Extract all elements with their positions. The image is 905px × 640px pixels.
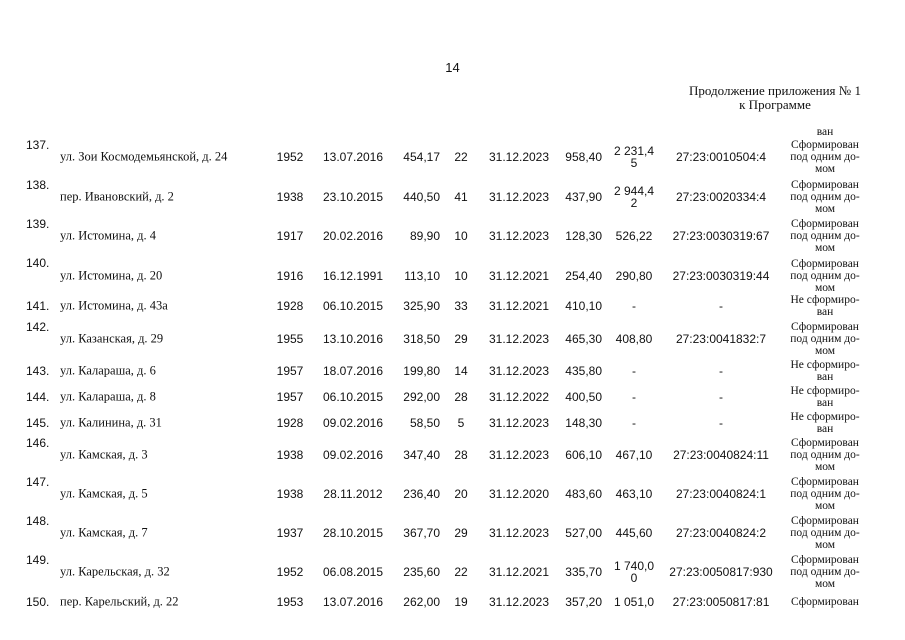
living-area: 367,70 [403, 526, 440, 540]
land-area-line: 467,10 [615, 448, 653, 462]
land-status-line: Сформирован [791, 179, 859, 191]
land-status-line: под одним до- [790, 566, 860, 578]
resettlement-date: 31.12.2023 [488, 229, 550, 243]
appendix-title-line: Продолжение приложения № 1 [689, 83, 861, 98]
build-year: 1952 [276, 565, 304, 579]
land-area [606, 449, 662, 461]
land-area-line: - [632, 416, 636, 430]
land-status [780, 218, 870, 254]
address: ул. Карельская, д. 32 [60, 564, 170, 579]
land-status-line: мом [814, 242, 836, 254]
table-row [0, 475, 905, 513]
land-area [606, 333, 662, 345]
resettlement-date: 31.12.2021 [488, 565, 550, 579]
living-area: 113,10 [404, 269, 440, 283]
land-status-line: Сформирован [791, 258, 859, 270]
resettlement-date: 31.12.2023 [488, 190, 550, 204]
recognition-date: 16.12.1991 [322, 269, 384, 283]
living-area: 235,60 [403, 565, 440, 579]
land-area-line: 2 231,4 [613, 144, 655, 158]
land-area [606, 391, 662, 403]
build-year: 1938 [276, 190, 304, 204]
land-area [606, 185, 662, 209]
resettlement-date: 31.12.2023 [488, 150, 550, 164]
address: пер. Ивановский, д. 2 [60, 189, 174, 204]
address: ул. Калинина, д. 31 [60, 415, 162, 430]
land-status-line: мом [814, 461, 836, 473]
land-status-line: под одним до- [790, 191, 860, 203]
land-status-line: Не сформиро- [790, 411, 860, 423]
living-area: 262,00 [403, 595, 440, 609]
total-area: 128,30 [565, 229, 602, 243]
land-status-line: ван [816, 371, 834, 383]
total-area: 606,10 [565, 448, 602, 462]
land-status [780, 359, 870, 383]
land-status [780, 321, 870, 357]
table-row [0, 386, 905, 408]
resettlement-date: 31.12.2020 [488, 487, 550, 501]
land-area [606, 560, 662, 584]
build-year: 1957 [276, 390, 304, 404]
row-number: 150. [26, 595, 50, 609]
land-area-line: 2 944,4 [613, 184, 655, 198]
table-row [0, 217, 905, 255]
row-number: 140. [26, 256, 50, 270]
land-status [780, 258, 870, 294]
land-area-line: 1 740,0 [613, 559, 655, 573]
total-area: 465,30 [565, 332, 602, 346]
land-area-line: 526,22 [615, 229, 653, 243]
resettlement-date: 31.12.2023 [488, 595, 550, 609]
cadastral-number: 27:23:0030319:44 [672, 269, 770, 283]
residents-count: 28 [454, 390, 468, 404]
address: ул. Истомина, д. 4 [60, 228, 157, 243]
recognition-date: 28.10.2015 [322, 526, 384, 540]
cadastral-number: 27:23:0030319:67 [672, 229, 770, 243]
land-status-line: Сформирован [791, 437, 859, 449]
residents-count: 19 [454, 595, 468, 609]
row-number: 138. [26, 178, 50, 192]
total-area: 254,40 [565, 269, 602, 283]
land-status-line: под одним до- [790, 333, 860, 345]
land-status [780, 437, 870, 473]
build-year: 1937 [276, 526, 304, 540]
appendix-title [675, 84, 875, 112]
row-number: 143. [26, 364, 50, 378]
cadastral-number: 27:23:0010504:4 [675, 150, 767, 164]
page-number: 14 [445, 60, 460, 75]
resettlement-date: 31.12.2023 [488, 448, 550, 462]
build-year: 1957 [276, 364, 304, 378]
land-area-line: - [632, 390, 636, 404]
land-status [780, 411, 870, 435]
land-area-line: 445,60 [615, 526, 653, 540]
land-area-line: 5 [630, 156, 638, 170]
table-row [0, 256, 905, 296]
recognition-date: 28.11.2012 [323, 487, 383, 501]
cadastral-number: 27:23:0040824:11 [673, 448, 769, 462]
residents-count: 28 [454, 448, 468, 462]
total-area: 357,20 [565, 595, 602, 609]
living-area: 325,90 [403, 299, 440, 313]
cadastral-number: 27:23:0050817:930 [669, 565, 773, 579]
table-row [0, 436, 905, 474]
land-status-line: ван [816, 306, 834, 318]
recognition-date: 09.02.2016 [322, 416, 384, 430]
recognition-date: 13.07.2016 [322, 595, 384, 609]
living-area: 347,40 [403, 448, 440, 462]
land-area [606, 596, 662, 608]
land-status-line: ван [816, 423, 834, 435]
residents-count: 29 [454, 526, 468, 540]
living-area: 89,90 [409, 229, 440, 243]
land-status [780, 294, 870, 318]
land-status [780, 596, 870, 608]
residents-count: 22 [454, 150, 468, 164]
total-area: 437,90 [565, 190, 602, 204]
build-year: 1938 [276, 487, 304, 501]
living-area: 454,17 [403, 150, 440, 164]
land-area-line: - [632, 299, 636, 313]
recognition-date: 13.10.2016 [322, 332, 384, 346]
living-area: 199,80 [403, 364, 440, 378]
resettlement-date: 31.12.2022 [488, 390, 550, 404]
total-area: 527,00 [565, 526, 602, 540]
land-status [780, 554, 870, 590]
table-row [0, 592, 905, 612]
address: ул. Истомина, д. 43а [60, 298, 168, 313]
build-year: 1916 [276, 269, 304, 283]
land-area [606, 417, 662, 429]
land-area-line: 1 051,0 [613, 595, 655, 609]
build-year: 1928 [276, 299, 304, 313]
row-number: 149. [26, 553, 50, 567]
cadastral-number: 27:23:0020334:4 [675, 190, 767, 204]
land-area-line: 408,80 [615, 332, 653, 346]
recognition-date: 23.10.2015 [322, 190, 384, 204]
living-area: 318,50 [403, 332, 440, 346]
residents-count: 29 [454, 332, 468, 346]
land-status [780, 385, 870, 409]
recognition-date: 06.08.2015 [322, 565, 384, 579]
total-area: 400,50 [565, 390, 602, 404]
total-area: 483,60 [565, 487, 602, 501]
land-status-line: под одним до- [790, 270, 860, 282]
residents-count: 33 [454, 299, 468, 313]
build-year: 1938 [276, 448, 304, 462]
land-status-line: Не сформиро- [790, 294, 860, 306]
living-area: 440,50 [403, 190, 440, 204]
land-area [606, 145, 662, 169]
table-row [0, 553, 905, 591]
row-number: 144. [26, 390, 50, 404]
resettlement-date: 31.12.2023 [488, 332, 550, 346]
resettlement-date: 31.12.2021 [488, 269, 550, 283]
living-area: 58,50 [409, 416, 440, 430]
build-year: 1928 [276, 416, 304, 430]
cadastral-number: - [719, 299, 723, 313]
residents-count: 41 [454, 190, 468, 204]
total-area: 410,10 [565, 299, 602, 313]
build-year: 1955 [276, 332, 304, 346]
total-area: 335,70 [565, 565, 602, 579]
row-number: 142. [26, 320, 50, 334]
land-status-line: под одним до- [790, 527, 860, 539]
land-status-line: Не сформиро- [790, 385, 860, 397]
land-status-line: под одним до- [790, 230, 860, 242]
cadastral-number: 27:23:0050817:81 [672, 595, 770, 609]
land-area [606, 230, 662, 242]
table-row [0, 294, 905, 318]
resettlement-date: 31.12.2023 [488, 416, 550, 430]
table-row [0, 360, 905, 382]
table-row [0, 412, 905, 434]
build-year: 1917 [276, 229, 304, 243]
resettlement-date: 31.12.2021 [488, 299, 550, 313]
land-status-line: ван [816, 397, 834, 409]
row-number: 145. [26, 416, 50, 430]
land-area [606, 488, 662, 500]
land-status-line: мом [814, 163, 836, 175]
row-number: 141. [26, 299, 50, 313]
row-number: 139. [26, 217, 50, 231]
land-area-line: 0 [630, 571, 638, 585]
status-continuation: ван [816, 126, 834, 138]
cadastral-number: 27:23:0040824:1 [675, 487, 767, 501]
address: ул. Камская, д. 7 [60, 525, 148, 540]
table-row [0, 514, 905, 552]
cadastral-number: 27:23:0040824:2 [675, 526, 767, 540]
land-area [606, 270, 662, 282]
address: ул. Калараша, д. 8 [60, 389, 156, 404]
row-number: 147. [26, 475, 50, 489]
land-area [606, 365, 662, 377]
land-status-line: мом [814, 578, 836, 590]
land-status-line: мом [814, 282, 836, 294]
land-status-line: под одним до- [790, 488, 860, 500]
land-status-line: Сформирован [791, 139, 859, 151]
land-area-line: - [632, 364, 636, 378]
appendix-title-line: к Программе [739, 97, 811, 112]
land-status-line: Сформирован [791, 596, 859, 608]
land-status [780, 476, 870, 512]
address: ул. Зои Космодемьянской, д. 24 [60, 149, 228, 164]
recognition-date: 09.02.2016 [322, 448, 384, 462]
land-status-line: Сформирован [791, 218, 859, 230]
land-status-line: под одним до- [790, 151, 860, 163]
land-status [780, 179, 870, 215]
land-status [780, 139, 870, 175]
land-area [606, 300, 662, 312]
build-year: 1953 [276, 595, 304, 609]
living-area: 292,00 [403, 390, 440, 404]
resettlement-date: 31.12.2023 [488, 526, 550, 540]
row-number: 148. [26, 514, 50, 528]
land-status-line: мом [814, 500, 836, 512]
cadastral-number: 27:23:0041832:7 [675, 332, 767, 346]
recognition-date: 06.10.2015 [322, 299, 384, 313]
recognition-date: 06.10.2015 [322, 390, 384, 404]
land-status-line: Сформирован [791, 554, 859, 566]
cadastral-number: - [719, 364, 723, 378]
table-row [0, 178, 905, 216]
table-row [0, 320, 905, 358]
land-status-line: мом [814, 203, 836, 215]
row-number: 137. [26, 138, 50, 152]
table-row [0, 138, 905, 176]
build-year: 1952 [276, 150, 304, 164]
residents-count: 10 [454, 269, 468, 283]
land-status-line: Сформирован [791, 476, 859, 488]
land-area-line: 463,10 [615, 487, 653, 501]
land-status-line: Сформирован [791, 321, 859, 333]
cadastral-number: - [719, 390, 723, 404]
total-area: 958,40 [565, 150, 602, 164]
land-area [606, 527, 662, 539]
residents-count: 5 [457, 416, 465, 430]
land-status [780, 515, 870, 551]
recognition-date: 13.07.2016 [322, 150, 384, 164]
living-area: 236,40 [403, 487, 440, 501]
total-area: 435,80 [565, 364, 602, 378]
residents-count: 22 [454, 565, 468, 579]
recognition-date: 20.02.2016 [322, 229, 384, 243]
land-status-line: Не сформиро- [790, 359, 860, 371]
row-number: 146. [26, 436, 50, 450]
address: ул. Истомина, д. 20 [60, 268, 163, 283]
land-area-line: 290,80 [615, 269, 653, 283]
land-status-line: Сформирован [791, 515, 859, 527]
land-area-line: 2 [630, 196, 638, 210]
resettlement-date: 31.12.2023 [488, 364, 550, 378]
land-status-line: мом [814, 345, 836, 357]
cadastral-number: - [719, 416, 723, 430]
residents-count: 10 [454, 229, 468, 243]
land-status-line: под одним до- [790, 449, 860, 461]
land-status-line: мом [814, 539, 836, 551]
residents-count: 20 [454, 487, 468, 501]
address: ул. Камская, д. 5 [60, 486, 148, 501]
address: ул. Камская, д. 3 [60, 447, 148, 462]
total-area: 148,30 [565, 416, 602, 430]
address: пер. Карельский, д. 22 [60, 594, 179, 609]
address: ул. Калараша, д. 6 [60, 363, 156, 378]
recognition-date: 18.07.2016 [322, 364, 384, 378]
residents-count: 14 [454, 364, 468, 378]
address: ул. Казанская, д. 29 [60, 331, 164, 346]
